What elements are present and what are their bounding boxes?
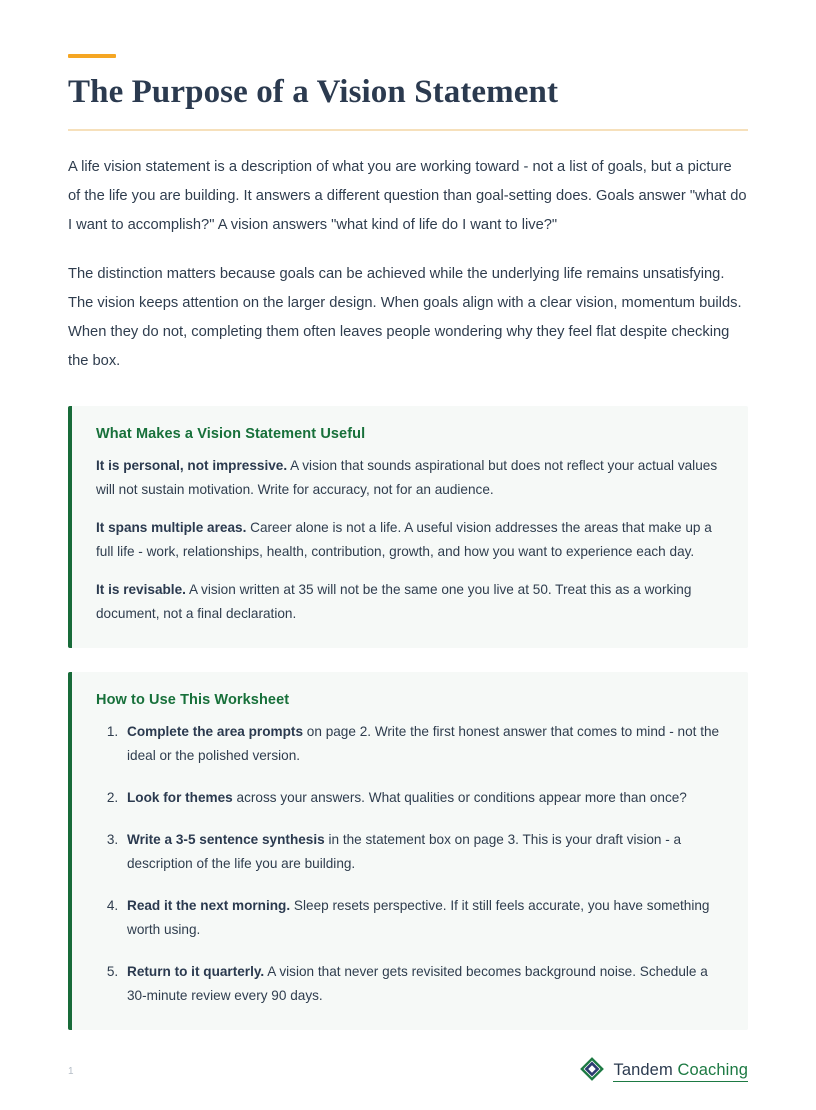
callout-heading-useful: What Makes a Vision Statement Useful	[96, 426, 366, 442]
step-text: across your answers. What qualities or conditions appear more than once?	[232, 790, 687, 805]
list-item	[122, 720, 722, 768]
callout-point	[96, 516, 722, 564]
callout-point-text: Career alone is not a life. A useful vision addresses the areas that make up a full life - work, relationships, health, contribution, growth, and how you want to experience each day.	[96, 520, 712, 559]
list-item	[122, 828, 722, 876]
step-text: in the statement box on page 3. This is your draft vision - a description of the life you are building.	[127, 832, 682, 871]
callout-point-lead: It is revisable.	[96, 582, 186, 597]
step-lead: Look for themes	[127, 790, 233, 805]
callout-point-lead: It spans multiple areas.	[96, 520, 247, 535]
title-accent-bar	[68, 54, 116, 58]
title-divider	[68, 129, 748, 131]
intro-paragraph-1: A life vision statement is a description of what you are working toward - not a list of goals, but a picture of the life you are building. It answers a different question than goal-setting does. Goals answer "what do I want to accomplish?" A vision answers "what kind of life do I want to live?"	[68, 159, 747, 233]
callout-point-text: A vision that sounds aspirational but does not reflect your actual values will not sustain motivation. Write for accuracy, not for an audience.	[96, 458, 718, 497]
step-lead: Return to it quarterly.	[127, 964, 265, 979]
callout-point-text: A vision written at 35 will not be the same one you live at 50. Treat this as a working document, not a final declaration.	[96, 582, 692, 621]
callout-how-to-use	[68, 672, 748, 1030]
list-item	[122, 894, 722, 942]
worksheet-steps-list	[96, 720, 722, 1008]
step-lead: Write a 3-5 sentence synthesis	[127, 832, 325, 847]
callout-point-lead: It is personal, not impressive.	[96, 458, 288, 473]
callout-heading-howto: How to Use This Worksheet	[96, 692, 290, 708]
step-text: on page 2. Write the first honest answer that comes to mind - not the ideal or the polished version.	[127, 724, 720, 763]
page-title: The Purpose of a Vision Statement	[68, 74, 559, 110]
callout-what-makes-useful	[68, 406, 748, 648]
step-lead: Read it the next morning.	[127, 898, 291, 913]
intro-paragraph-2: The distinction matters because goals can be achieved while the underlying life remains unsatisfying. The vision keeps attention on the larger design. When goals align with a clear vision, momentum builds. When they do not, completing them often leaves people wondering why they feel flat despite checking the box.	[68, 266, 742, 369]
document-page	[0, 54, 816, 1110]
brand-word-coaching: Coaching	[672, 1061, 748, 1079]
list-item	[122, 786, 722, 810]
brand-word-tandem: Tandem	[613, 1061, 673, 1079]
step-text: A vision that never gets revisited becomes background noise. Schedule a 30-minute review every 90 days.	[127, 964, 708, 1003]
step-text: Sleep resets perspective. If it still feels accurate, you have something worth using.	[127, 898, 710, 937]
callout-point	[96, 578, 722, 626]
page-footer	[68, 1056, 748, 1086]
brand-logo	[580, 1057, 748, 1086]
list-item	[122, 960, 722, 1008]
callout-point	[96, 454, 722, 502]
diamond-logo-icon	[580, 1057, 604, 1086]
brand-wordmark	[613, 1060, 748, 1082]
page-number: 1	[68, 1065, 74, 1077]
step-lead: Complete the area prompts	[127, 724, 304, 739]
